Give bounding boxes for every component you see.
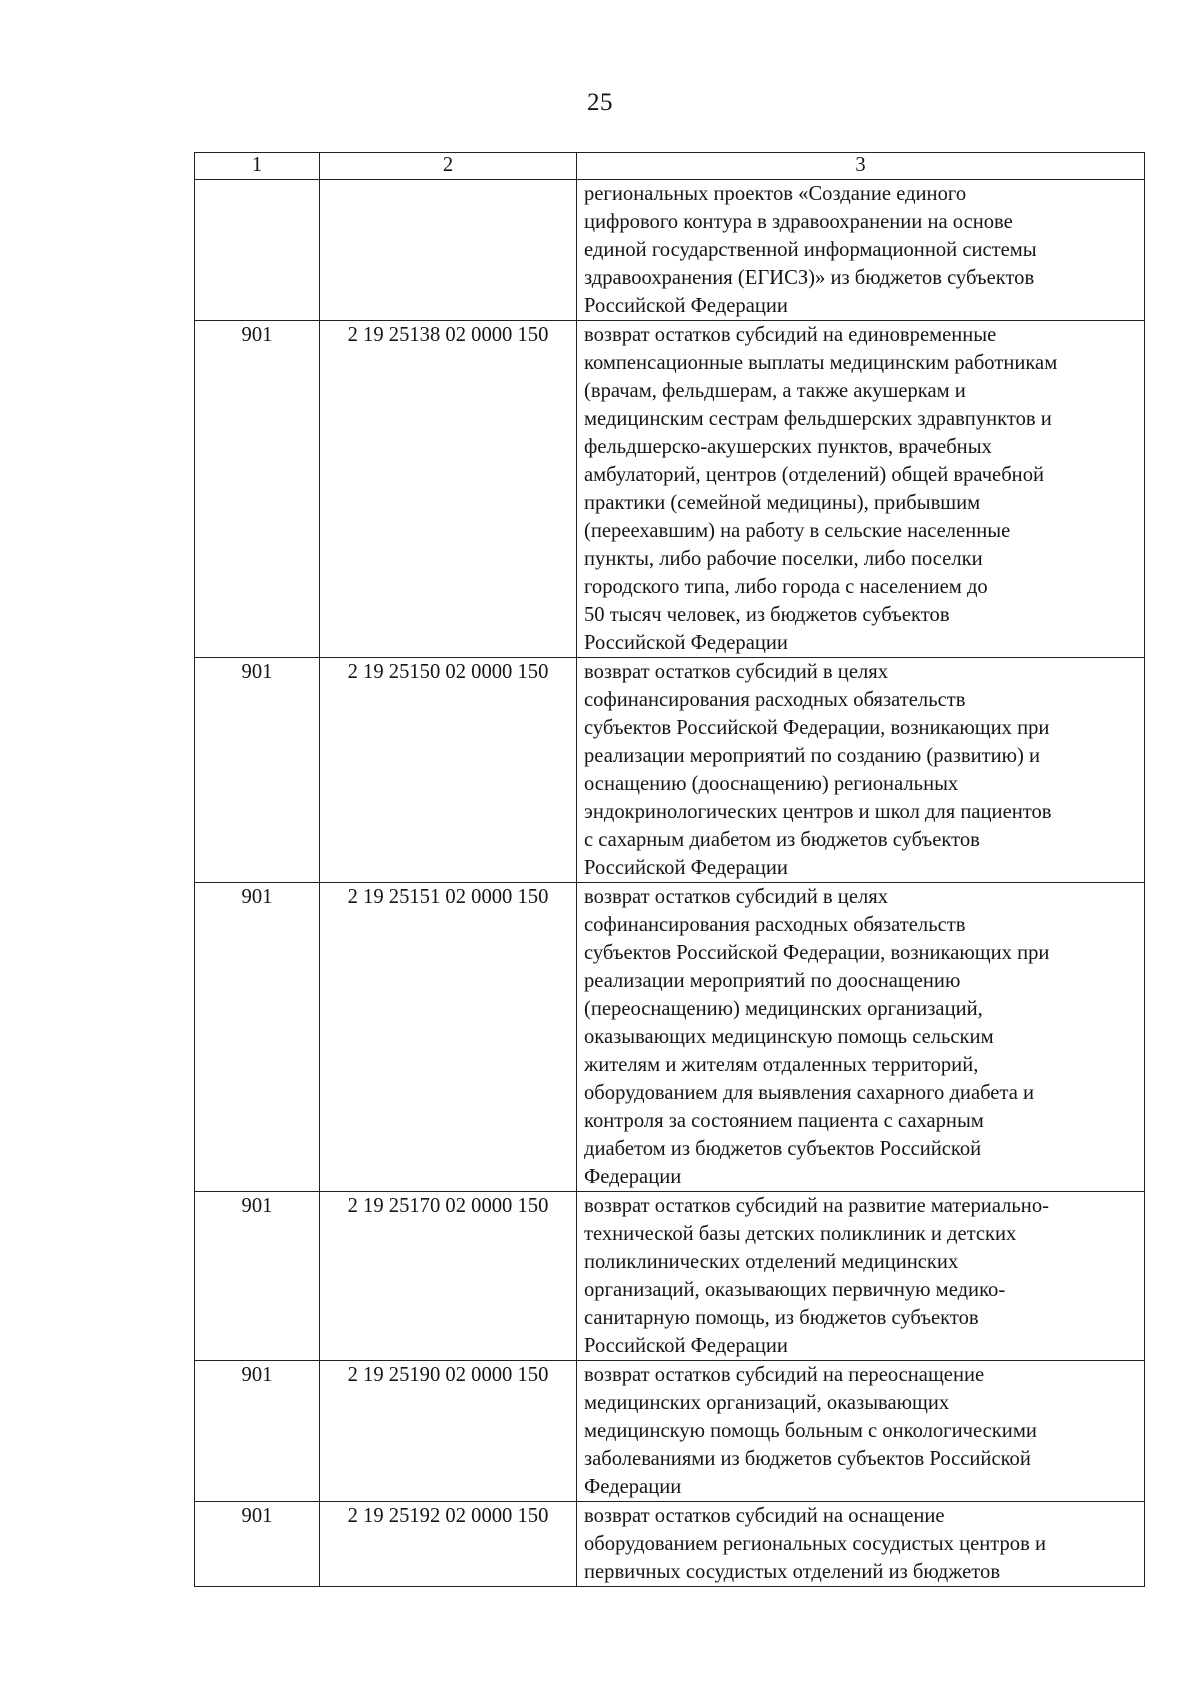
- description-line: здравоохранения (ЕГИСЗ)» из бюджетов субъектов: [584, 267, 1035, 289]
- description-line: медицинскую помощь больным с онкологическими: [584, 1420, 1037, 1442]
- admin-code-cell: 901: [195, 658, 320, 883]
- description-line: (переоснащению) медицинских организаций,: [584, 998, 983, 1020]
- description-line: софинансирования расходных обязательств: [584, 689, 966, 711]
- page-number: 25: [587, 89, 613, 116]
- table-row: [195, 658, 1145, 883]
- description-line: реализации мероприятий по созданию (развитию) и: [584, 745, 1041, 767]
- description-line: контроля за состоянием пациента с сахарным: [584, 1110, 984, 1132]
- table-row: [195, 1361, 1145, 1502]
- description-line: (врачам, фельдшерам, а также акушеркам и: [584, 380, 966, 402]
- description-line: Федерации: [584, 1166, 682, 1188]
- table-row: [195, 321, 1145, 658]
- income-description-cell: [577, 883, 1145, 1192]
- description-line: фельдшерско-акушерских пунктов, врачебных: [584, 436, 992, 458]
- description-line: оборудованием для выявления сахарного диабета и: [584, 1082, 1035, 1104]
- description-line: медицинских организаций, оказывающих: [584, 1392, 950, 1414]
- description-line: Российской Федерации: [584, 1335, 788, 1357]
- description-line: Российской Федерации: [584, 632, 788, 654]
- table-header-row: [195, 153, 1145, 180]
- description-line: субъектов Российской Федерации, возникающих при: [584, 942, 1050, 964]
- description-line: софинансирования расходных обязательств: [584, 914, 966, 936]
- description-line: заболеваниями из бюджетов субъектов Российской: [584, 1448, 1031, 1470]
- income-description-cell: [577, 1192, 1145, 1361]
- budget-codes-table: [194, 152, 1145, 1587]
- description-line: пункты, либо рабочие поселки, либо поселки: [584, 548, 983, 570]
- budget-classification-code-cell: 2 19 25170 02 0000 150: [320, 1192, 577, 1361]
- description-line: первичных сосудистых отделений из бюджетов: [584, 1561, 1001, 1583]
- description-line: реализации мероприятий по дооснащению: [584, 970, 961, 992]
- column-header-1: 1: [195, 153, 320, 180]
- description-line: организаций, оказывающих первичную медико-: [584, 1279, 1006, 1301]
- admin-code-cell: 901: [195, 1192, 320, 1361]
- description-line: возврат остатков субсидий на оснащение: [584, 1505, 945, 1527]
- income-description-cell: [577, 1361, 1145, 1502]
- column-header-2: 2: [320, 153, 577, 180]
- description-line: возврат остатков субсидий на развитие материально-: [584, 1195, 1049, 1217]
- description-line: санитарную помощь, из бюджетов субъектов: [584, 1307, 979, 1329]
- description-line: диабетом из бюджетов субъектов Российской: [584, 1138, 982, 1160]
- admin-code-cell: 901: [195, 1502, 320, 1587]
- description-line: оказывающих медицинскую помощь сельским: [584, 1026, 994, 1048]
- description-line: возврат остатков субсидий на единовременные: [584, 324, 997, 346]
- table-row: [195, 180, 1145, 321]
- description-line: с сахарным диабетом из бюджетов субъектов: [584, 829, 980, 851]
- description-line: возврат остатков субсидий в целях: [584, 661, 889, 683]
- admin-code-cell: 901: [195, 1361, 320, 1502]
- income-description-cell: [577, 658, 1145, 883]
- description-line: цифрового контура в здравоохранении на основе: [584, 211, 1013, 233]
- budget-classification-code-cell: 2 19 25190 02 0000 150: [320, 1361, 577, 1502]
- admin-code-cell: 901: [195, 321, 320, 658]
- description-line: Российской Федерации: [584, 857, 788, 879]
- description-line: единой государственной информационной системы: [584, 239, 1037, 261]
- income-description-cell: [577, 1502, 1145, 1587]
- description-line: возврат остатков субсидий на переоснащение: [584, 1364, 985, 1386]
- description-line: амбулаторий, центров (отделений) общей врачебной: [584, 464, 1045, 486]
- description-line: оснащению (дооснащению) региональных: [584, 773, 959, 795]
- table-row: [195, 1192, 1145, 1361]
- description-line: практики (семейной медицины), прибывшим: [584, 492, 981, 514]
- description-line: городского типа, либо города с населением до: [584, 576, 988, 598]
- description-line: жителям и жителям отдаленных территорий,: [584, 1054, 979, 1076]
- admin-code-cell: [195, 180, 320, 321]
- budget-classification-code-cell: 2 19 25192 02 0000 150: [320, 1502, 577, 1587]
- description-line: оборудованием региональных сосудистых центров и: [584, 1533, 1047, 1555]
- description-line: компенсационные выплаты медицинским работникам: [584, 352, 1058, 374]
- description-line: Российской Федерации: [584, 295, 788, 317]
- budget-classification-code-cell: 2 19 25138 02 0000 150: [320, 321, 577, 658]
- income-description-cell: [577, 321, 1145, 658]
- budget-classification-code-cell: 2 19 25151 02 0000 150: [320, 883, 577, 1192]
- budget-classification-code-cell: 2 19 25150 02 0000 150: [320, 658, 577, 883]
- admin-code-cell: 901: [195, 883, 320, 1192]
- table-row: [195, 1502, 1145, 1587]
- description-line: возврат остатков субсидий в целях: [584, 886, 889, 908]
- table-body: [195, 153, 1145, 1587]
- budget-classification-code-cell: [320, 180, 577, 321]
- description-line: технической базы детских поликлиник и детских: [584, 1223, 1017, 1245]
- income-description-cell: [577, 180, 1145, 321]
- description-line: медицинским сестрам фельдшерских здравпунктов и: [584, 408, 1052, 430]
- table-row: [195, 883, 1145, 1192]
- description-line: региональных проектов «Создание единого: [584, 183, 967, 205]
- description-line: эндокринологических центров и школ для пациентов: [584, 801, 1052, 823]
- column-header-3: 3: [577, 153, 1145, 180]
- description-line: субъектов Российской Федерации, возникающих при: [584, 717, 1050, 739]
- description-line: (переехавшим) на работу в сельские населенные: [584, 520, 1011, 542]
- description-line: поликлинических отделений медицинских: [584, 1251, 959, 1273]
- description-line: Федерации: [584, 1476, 682, 1498]
- description-line: 50 тысяч человек, из бюджетов субъектов: [584, 604, 950, 626]
